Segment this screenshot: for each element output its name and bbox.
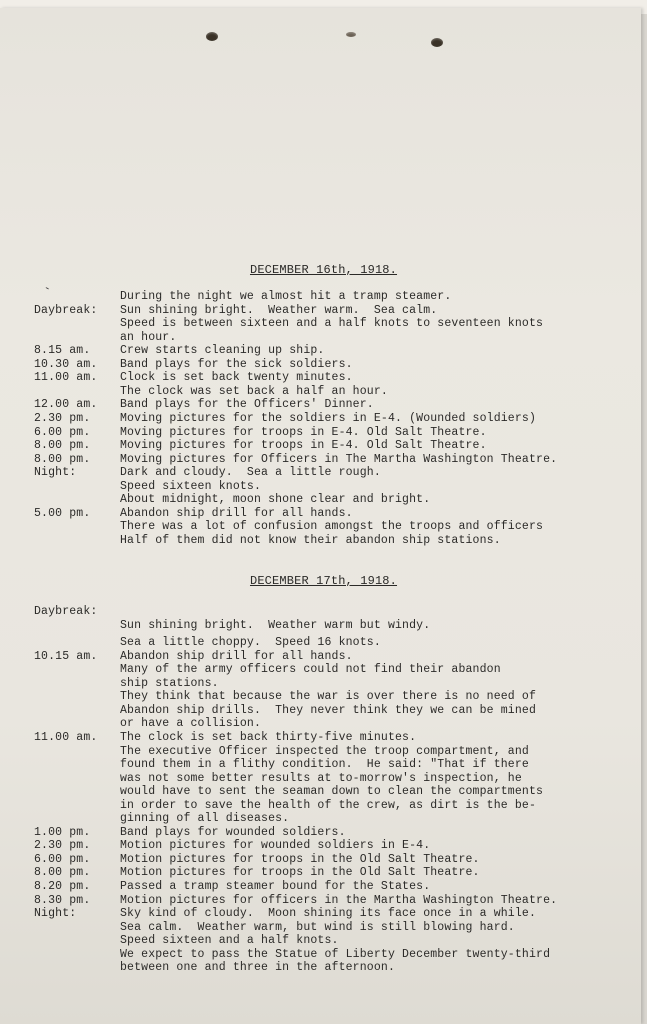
- entry-time: 11.00 am.: [34, 730, 98, 744]
- entry-text: found them in a flithy condition. He said: "That if there: [120, 758, 529, 772]
- entry-text: Moving pictures for troops in E-4. Old Salt Theatre.: [120, 425, 487, 439]
- entry-text: Band plays for wounded soldiers.: [120, 825, 346, 839]
- entry-text: Speed is between sixteen and a half knots to seventeen knots: [120, 317, 544, 331]
- entry-text: was not some better results at to-morrow's inspection, he: [120, 771, 522, 785]
- entry-time: Daybreak:: [34, 303, 98, 317]
- entry-text: We expect to pass the Statue of Liberty December twenty-third: [120, 947, 551, 961]
- entry-time: 12.00 am.: [34, 398, 98, 412]
- entry-text: in order to save the health of the crew, as dirt is the be-: [120, 798, 537, 812]
- entry-text: Abandon ship drill for all hands.: [120, 649, 353, 663]
- binder-hole: [206, 32, 218, 41]
- entry-text: There was a lot of confusion amongst the troops and officers: [120, 520, 544, 534]
- entry-text: Clock is set back twenty minutes.: [120, 371, 353, 385]
- entry-text: Sun shining bright. Weather warm. Sea calm.: [120, 303, 438, 317]
- entry-text: Speed sixteen and a half knots.: [120, 934, 339, 948]
- binder-hole: [431, 38, 443, 47]
- entry-time: 8.00 pm.: [34, 439, 91, 453]
- entry-time: 8.00 pm.: [34, 866, 91, 880]
- entry-text: Motion pictures for wounded soldiers in E-4.: [120, 839, 431, 853]
- entry-time: Night:: [34, 907, 77, 921]
- entry-time: 6.00 pm.: [34, 425, 91, 439]
- entry-text: Sea a little choppy. Speed 16 knots.: [120, 636, 381, 650]
- entry-text: During the night we almost hit a tramp steamer.: [120, 290, 452, 303]
- entry-text: Abandon ship drills. They never think they we can be mined: [120, 703, 537, 717]
- entry-text: Many of the army officers could not find their abandon: [120, 663, 501, 677]
- entry-text: ship stations.: [120, 676, 219, 690]
- entry-time: 6.00 pm.: [34, 852, 91, 866]
- entry-text: between one and three in the afternoon.: [120, 961, 395, 975]
- entry-text: About midnight, moon shone clear and bright.: [120, 493, 431, 507]
- entry-time: 2.30 pm.: [34, 839, 91, 853]
- entry-text: would have to sent the seaman down to clean the compartments: [120, 785, 544, 799]
- entry-text: Sea calm. Weather warm, but wind is still blowing hard.: [120, 920, 515, 934]
- entry-time: 5.00 pm.: [34, 506, 91, 520]
- entry-time: 2.30 pm.: [34, 411, 91, 425]
- entry-time: 8.20 pm.: [34, 880, 91, 893]
- entry-time: 10.30 am.: [34, 357, 98, 371]
- entry-text: They think that because the war is over there is no need of: [120, 690, 537, 704]
- entry-text: Motion pictures for officers in the Martha Washington Theatre.: [120, 893, 558, 907]
- entry-text: The executive Officer inspected the troop compartment, and: [120, 744, 529, 758]
- entry-text: The clock was set back a half an hour.: [120, 384, 388, 398]
- pencil-tick-mark: `: [43, 285, 57, 302]
- entry-text: Sky kind of cloudy. Moon shining its face once in a while.: [120, 907, 537, 921]
- entry-text: Sun shining bright. Weather warm but windy.: [120, 618, 431, 632]
- entry-text: Abandon ship drill for all hands.: [120, 506, 353, 520]
- entry-text: Crew starts cleaning up ship.: [120, 344, 325, 358]
- entry-time: Night:: [34, 466, 77, 480]
- entry-time: Daybreak:: [34, 605, 98, 618]
- entry-text: an hour.: [120, 330, 177, 344]
- entry-text: ginning of all diseases.: [120, 812, 290, 826]
- section-heading: DECEMBER 17th, 1918.: [249, 574, 398, 588]
- entry-time: 11.00 am.: [34, 371, 98, 385]
- entry-text: The clock is set back thirty-five minutes.: [120, 730, 417, 744]
- entry-text: Motion pictures for troops in the Old Salt Theatre.: [120, 866, 480, 880]
- entry-text: Band plays for the sick soldiers.: [120, 357, 353, 371]
- entry-text: or have a collision.: [120, 717, 262, 731]
- entry-text: Passed a tramp steamer bound for the States.: [120, 880, 431, 893]
- entry-text: Moving pictures for troops in E-4. Old Salt Theatre.: [120, 439, 487, 453]
- entry-text: Motion pictures for troops in the Old Salt Theatre.: [120, 852, 480, 866]
- entry-text: Half of them did not know their abandon ship stations.: [120, 533, 501, 547]
- entry-text: Moving pictures for the soldiers in E-4. (Wounded soldiers): [120, 411, 537, 425]
- entry-time: 8.00 pm.: [34, 452, 91, 466]
- entry-time: 8.30 pm.: [34, 893, 91, 907]
- entry-text: Dark and cloudy. Sea a little rough.: [120, 466, 381, 480]
- entry-time: 8.15 am.: [34, 344, 91, 358]
- entry-text: Speed sixteen knots.: [120, 479, 262, 493]
- section-heading: DECEMBER 16th, 1918.: [249, 263, 398, 277]
- binder-hole: [346, 32, 356, 37]
- entry-text: Band plays for the Officers' Dinner.: [120, 398, 374, 412]
- entry-time: 1.00 pm.: [34, 825, 91, 839]
- entry-text: Moving pictures for Officers in The Martha Washington Theatre.: [120, 452, 558, 466]
- entry-time: 10.15 am.: [34, 649, 98, 663]
